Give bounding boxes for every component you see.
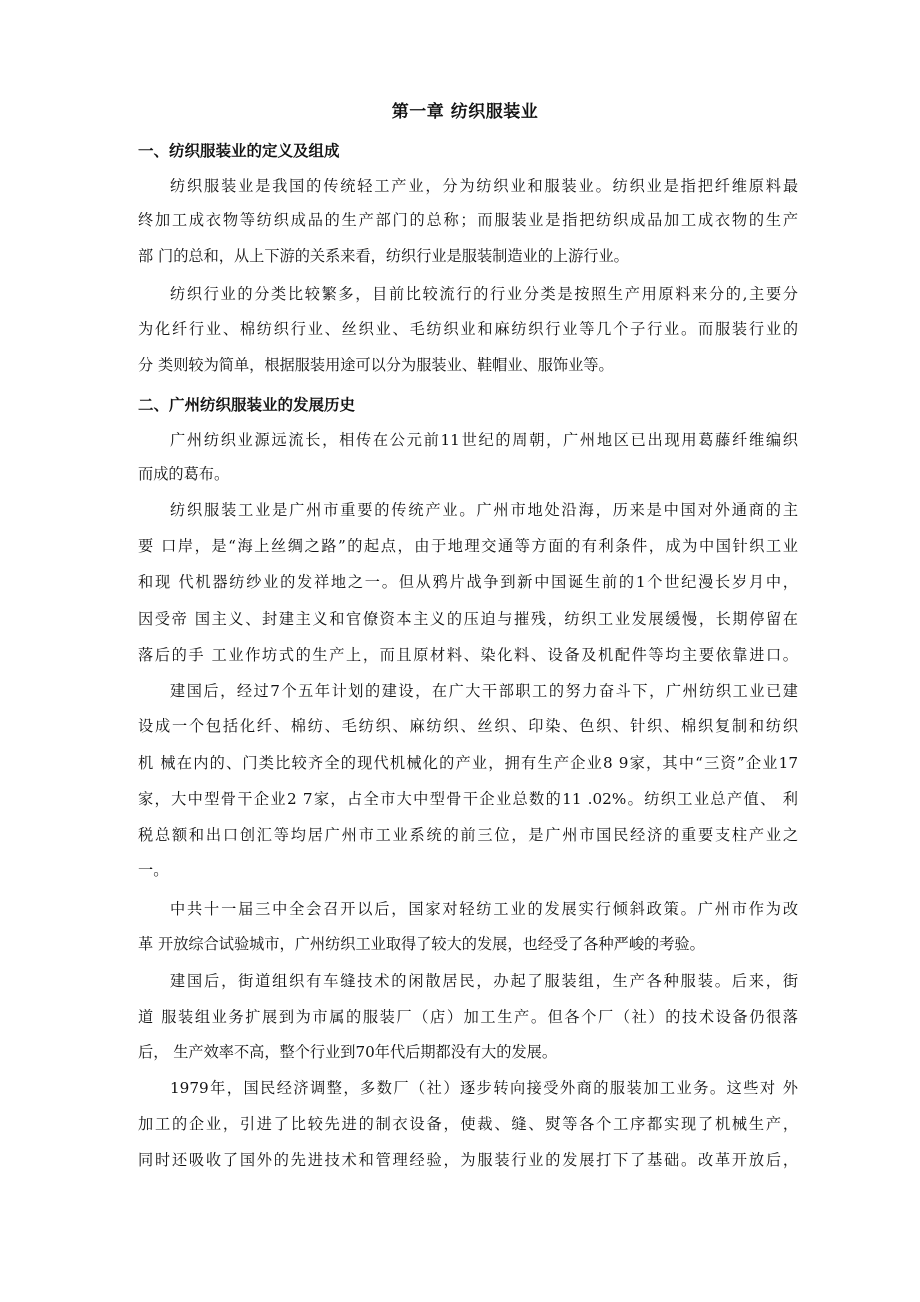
paragraph-line: 设成一个包括化纤、棉纺、毛纺织、麻纺织、丝织、印染、色织、针织、棉织复制和纺织	[138, 717, 798, 735]
paragraph-line: 要 口岸，是“海上丝绸之路”的起点，由于地理交通等方面的有利条件，成为中国针织工业	[138, 537, 798, 555]
section-heading-history: 二、广州纺织服装业的发展历史	[138, 396, 356, 414]
paragraph-line: 纺织服装业是我国的传统轻工产业，分为纺织业和服装业。纺织业是指把纤维原料最	[170, 177, 798, 195]
paragraph-line: 分 类则较为简单，根据服装用途可以分为服装业、鞋帽业、服饰业等。	[138, 356, 614, 374]
paragraph-line: 建国后，街道组织有车缝技术的闲散居民，办起了服装组，生产各种服装。后来，街	[170, 972, 798, 990]
paragraph-line: 和现 代机器纺纱业的发祥地之一。但从鸦片战争到新中国诞生前的1个世纪漫长岁月中，	[138, 573, 798, 591]
paragraph-line: 部 门的总和，从上下游的关系来看，纺织行业是服装制造业的上游行业。	[138, 247, 629, 265]
paragraph-line: 1979年，国民经济调整，多数厂（社）逐步转向接受外商的服装加工业务。这些对 外	[170, 1079, 798, 1097]
paragraph-line: 家，大中型骨干企业2 7家，占全市大中型骨干企业总数的11 .02%。纺织工业总产值、 利	[138, 790, 798, 808]
chapter-title: 第一章 纺织服装业	[391, 102, 539, 122]
paragraph-line: 中共十一届三中全会召开以后，国家对轻纺工业的发展实行倾斜政策。广州市作为改	[170, 900, 798, 918]
paragraph-line: 广州纺织业源远流长，相传在公元前11世纪的周朝，广州地区已出现用葛藤纤维编织	[170, 431, 798, 449]
paragraph-line: 因受帝 国主义、封建主义和官僚资本主义的压迫与摧残，纺织工业发展缓慢，长期停留在	[138, 610, 798, 628]
paragraph-line: 一。	[138, 861, 169, 879]
paragraph-line: 而成的葛布。	[138, 465, 230, 483]
section-heading-definition: 一、纺织服装业的定义及组成	[138, 142, 340, 160]
paragraph-line: 纺织行业的分类比较繁多，目前比较流行的行业分类是按照生产用原料来分的,主要分	[170, 285, 798, 303]
paragraph-line: 建国后，经过7个五年计划的建设，在广大干部职工的努力奋斗下，广州纺织工业已建	[170, 682, 798, 700]
paragraph-line: 革 开放综合试验城市，广州纺织工业取得了较大的发展，也经受了各种严峻的考验。	[138, 935, 705, 953]
paragraph-line: 后， 生产效率不高，整个行业到70年代后期都没有大的发展。	[138, 1043, 558, 1061]
paragraph-line: 道 服装组业务扩展到为市属的服装厂（店）加工生产。但各个厂（社）的技术设备仍很落	[138, 1008, 798, 1026]
paragraph-line: 纺织服装工业是广州市重要的传统产业。广州市地处沿海，历来是中国对外通商的主	[170, 501, 798, 519]
paragraph-line: 同时还吸收了国外的先进技术和管理经验，为服装行业的发展打下了基础。改革开放后，	[138, 1151, 798, 1169]
paragraph-line: 落后的手 工业作坊式的生产上，而且原材料、染化料、设备及机配件等均主要依靠进口。	[138, 646, 798, 664]
paragraph-line: 终加工成衣物等纺织成品的生产部门的总称；而服装业是指把纺织成品加工成衣物的生产	[138, 211, 798, 229]
paragraph-line: 机 械在内的、门类比较齐全的现代机械化的产业，拥有生产企业8 9家，其中“三资”企业17	[138, 754, 798, 772]
paragraph-line: 加工的企业，引进了比较先进的制衣设备，使裁、缝、熨等各个工序都实现了机械生产，	[138, 1115, 798, 1133]
paragraph-line: 税总额和出口创汇等均居广州市工业系统的前三位，是广州市国民经济的重要支柱产业之	[138, 826, 798, 844]
paragraph-line: 为化纤行业、棉纺织行业、丝织业、毛纺织业和麻纺织行业等几个子行业。而服装行业的	[138, 320, 798, 338]
